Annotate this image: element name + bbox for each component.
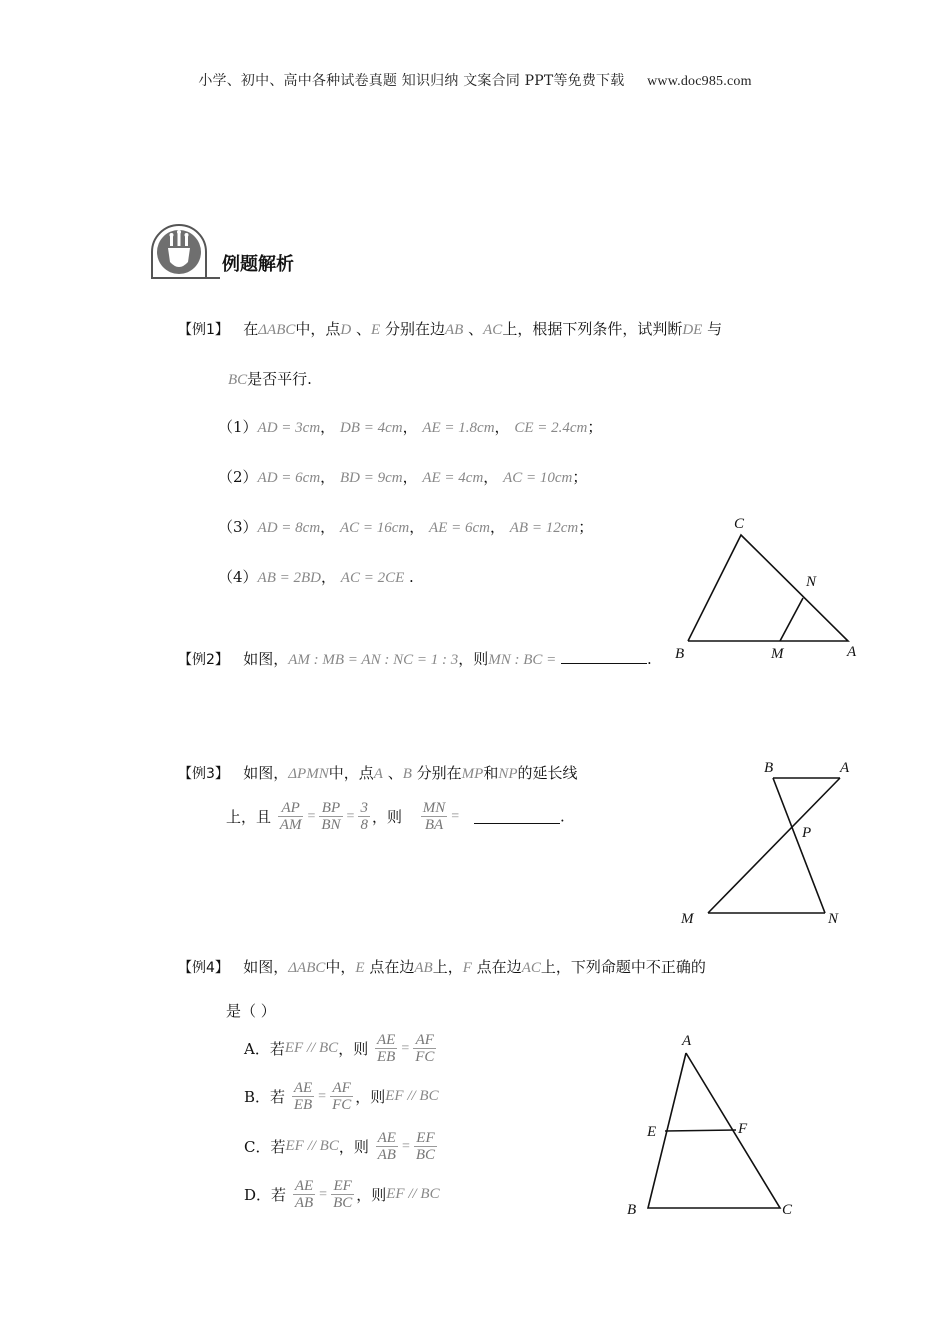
example-1-line-1: 【例1】 在ΔABC中，点D 、E 分别在边AB 、AC上，根据下列条件，试判断DE 与 xyxy=(178,320,723,338)
point-label-e: E xyxy=(647,1124,657,1140)
fraction-3-8: $\frac{3}{8}$ xyxy=(360,800,368,833)
section-badge-icon xyxy=(148,222,220,284)
fraction-bp-bn: $\frac{BP}{BN}$ xyxy=(321,800,341,833)
answer-blank[interactable] xyxy=(474,809,560,824)
example-3-line-2: 上，且 $\frac{AP}{AM}$ = $\frac{BP}{BN}$ = $\frac{3}{8}$ ，则 $\frac{MN}{BA}$ = . xyxy=(226,800,565,833)
point-label-a: A xyxy=(840,760,850,776)
point-label-p: P xyxy=(802,825,812,841)
figure-triangle-abc-mn xyxy=(670,510,870,665)
example-2: 【例2】 如图，AM : MB = AN : NC = 1 : 3，则MN : BC = . xyxy=(178,650,652,668)
example-4-line-2: 是（ ） xyxy=(226,1002,276,1020)
point-label-b: B xyxy=(764,760,774,776)
option-c[interactable]: C．若EF // BC，则 $\frac{AE}{AB}$ = $\frac{EF}{BC}$ xyxy=(244,1130,436,1163)
page-header xyxy=(0,70,950,90)
example-1-item-1: （1）AD = 3cm， DB = 4cm， AE = 1.8cm， CE = 2.4cm； xyxy=(218,418,603,436)
figure-triangle-pmn-ab xyxy=(670,752,860,932)
section-title: 例题解析 xyxy=(222,254,294,275)
point-label-m: M xyxy=(681,911,694,927)
point-label-c: C xyxy=(734,516,745,532)
point-label-b: B xyxy=(627,1202,637,1218)
example-1-item-4: （4）AB = 2BD， AC = 2CE . xyxy=(218,568,414,586)
option-b[interactable]: B．若 $\frac{AE}{EB}$ = $\frac{AF}{FC}$ ，则EF // BC xyxy=(244,1080,439,1113)
fraction-ap-am: $\frac{AP}{AM}$ xyxy=(279,800,302,833)
example-3-line-1: 【例3】 如图，ΔPMN中，点A 、B 分别在MP和NP的延长线 xyxy=(178,764,578,782)
point-label-f: F xyxy=(738,1121,748,1137)
fraction-mn-ba: $\frac{MN}{BA}$ xyxy=(422,800,446,833)
point-label-b: B xyxy=(675,646,685,662)
example-1-line-2: BC是否平行. xyxy=(228,370,312,388)
answer-blank[interactable] xyxy=(561,649,647,664)
option-a[interactable]: A．若EF // BC，则 $\frac{AE}{EB}$ = $\frac{AF}{FC}$ xyxy=(244,1032,435,1065)
header-url: www.doc985.com xyxy=(647,74,752,89)
point-label-c: C xyxy=(782,1202,793,1218)
example-1-item-2: （2）AD = 6cm， BD = 9cm， AE = 4cm， AC = 10cm； xyxy=(218,468,588,486)
point-label-n: N xyxy=(828,911,839,927)
point-label-m: M xyxy=(771,646,784,662)
point-label-a: A xyxy=(847,644,857,660)
figure-triangle-abc-ef xyxy=(620,1028,810,1223)
point-label-a: A xyxy=(682,1033,692,1049)
example-4-line-1: 【例4】 如图，ΔABC中，E 点在边AB上，F 点在边AC上，下列命题中不正确的 xyxy=(178,958,706,976)
point-label-n: N xyxy=(806,574,817,590)
header-text: 小学、初中、高中各种试卷真题 知识归纳 文案合同 PPT等免费下载 xyxy=(198,73,625,89)
option-d[interactable]: D．若 $\frac{AE}{AB}$ = $\frac{EF}{BC}$ ，则EF // BC xyxy=(244,1178,440,1211)
example-1-item-3: （3）AD = 8cm， AC = 16cm， AE = 6cm， AB = 12cm； xyxy=(218,518,594,536)
